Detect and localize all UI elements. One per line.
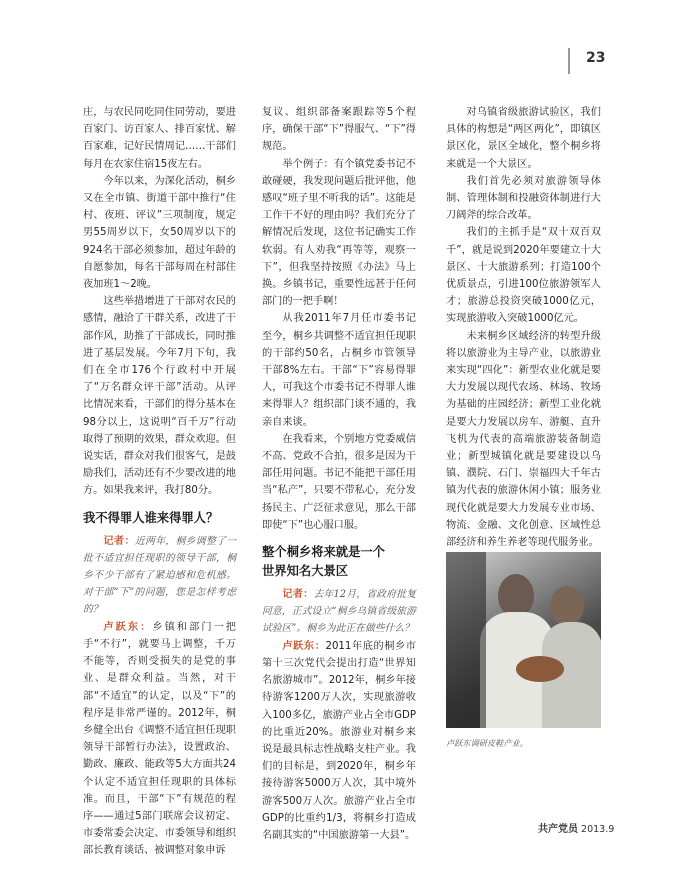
photo-caption: 卢跃东调研皮鞋产业。 — [446, 738, 528, 748]
photo — [446, 552, 601, 728]
column-1 — [83, 104, 236, 860]
reporter-label: 记者： — [103, 535, 135, 547]
answer — [262, 638, 416, 844]
paragraph: 我们的主抓手是“双十双百双千”，就是说到2020年要建立十大景区、十大旅游系列；打造100个优质景点，引进100位旅游领军人才；旅游总投资突破1000亿元，实现旅游收入突破1000亿元。 — [446, 227, 601, 325]
answer-text: 乡镇和部门一把手“不行”，就要马上调整，千万不能等，否则受损失的是党的事业、是群众利益。当然，对干部“不适宜”的认定，以及“下”的程序是非常严谨的。2012年，桐乡健全出台《调整不适宜担任现职领导干部暂行办法》，设置政治、勤政、廉政、能政等5大方面共24个认定不适宜担任现职的具体标准。而且，干部“下”有规范的程序——通过5部门联席会议初定、市委常委会决定、市委领导和组织部长教育谈话、被调整对象申诉 — [83, 621, 236, 857]
paragraph: 我们首先必须对旅游领导体制、管理体制和投融资体制进行大刀阔斧的综合改革。 — [446, 175, 601, 222]
magazine-brand — [538, 820, 614, 835]
section-heading — [262, 543, 416, 581]
paragraph: 举个例子：有个镇党委书记不敢碰硬，我发现问题后批评他，他感叹“班子里不听我的话”。这能是工作干不好的理由吗？我们充分了解情况后发现，这位书记确实工作软弱。有人劝我“再等等，观察一下”，但我坚持按照《办法》马上换。乡镇书记，重要性远甚于任何部门的一把手啊！ — [262, 158, 416, 308]
reporter-label: 记者： — [282, 589, 314, 601]
heading-line-2: 世界知名大景区 — [262, 564, 349, 579]
paragraph: 从我2011年7月任市委书记至今，桐乡共调整不适宜担任现职的干部约50名，占桐乡市管领导干部8%左右。干部“下”容易得罪人，可我这个市委书记不得罪人谁来得罪人？组织部门谈不通的，我亲自来谈。 — [262, 313, 416, 428]
paragraph: 未来桐乡区域经济的转型升级将以旅游业为主导产业，以旅游业来实现“四化”：新型农业化就是要大力发展以现代农场、林场、牧场为基础的庄园经济；新型工业化就是要大力发展以房车、游艇、直升飞机为代表的高端旅游装备制造业；新型城镇化就是要建设以乌镇、濮院、石门、崇福四大千年古镇为代表的旅游休闲小镇；服务业现代化就是要大力发展专业市场、物流、金融、文化创意、区域性总部经济和养生养老等现代服务业。 — [446, 330, 601, 549]
paragraph: 庄，与农民同吃同住同劳动，要进百家门、访百家人、排百家忧、解百家难，记好民情周记……干部们每月在农家住宿15夜左右。 — [83, 107, 236, 170]
question — [262, 586, 416, 638]
question-text: 去年12月，省政府批复同意，正式设立“桐乡乌镇省级旅游试验区”。桐乡为此正在做些什么？ — [262, 589, 417, 635]
column-2 — [262, 104, 416, 844]
speaker-label: 卢跃东： — [282, 640, 326, 652]
paragraph: 对乌镇省级旅游试验区，我们具体的构想是“两区两化”，即镇区景区化，景区全域化，整个桐乡将来就是一个大景区。 — [446, 107, 601, 170]
section-heading: 我不得罪人谁来得罪人？ — [83, 510, 219, 525]
column-3 — [446, 104, 601, 551]
page-number-divider — [568, 48, 570, 74]
paragraph: 这些举措增进了干部对农民的感情，融洽了干群关系，改进了干部作风，助推了干部成长，同时推进了基层发展。今年7月下旬，我们在全市176个行政村中开展了“万名群众评干部”活动。从评比情况来看，干部们的得分基本在98分以上，这说明“百千万”行动取得了预期的效果，群众欢迎。但说实话，群众对我们很客气，是鼓励我们，活动还有不少要改进的地方。如果我来评，我打80分。 — [83, 296, 236, 497]
speaker-label: 卢跃东： — [103, 621, 153, 633]
question — [83, 533, 236, 619]
question-text: 近两年，桐乡调整了一批不适宜担任现职的领导干部，桐乡不少干部有了紧迫感和危机感。对干部“下”的问题，您是怎样考虑的？ — [83, 535, 237, 616]
answer-text: 2011年底的桐乡市第十三次党代会提出打造“世界知名旅游城市”。2012年，桐乡年接待游客1200万人次，实现旅游收入100多亿，旅游产业占全市GDP的比重近20%。旅游业对桐乡来说是最具标志性战略支柱产业。我们的目标是，到2020年，桐乡年接待游客5000万人次，其中境外游客500万人次。旅游产业占全市GDP的比重约1/3，将桐乡打造成名副其实的“中国旅游第一大县”。 — [262, 640, 416, 841]
heading-line-1: 整个桐乡将来就是一个 — [262, 545, 385, 560]
brand-logo: 共产党员 — [538, 824, 578, 835]
paragraph: 复议、组织部备案跟踪等5个程序，确保干部“下”得服气、“下”得规范。 — [262, 107, 416, 153]
page-number: 23 — [586, 50, 606, 66]
answer — [83, 619, 236, 860]
issue-number: 2013.9 — [581, 824, 615, 835]
paragraph: 今年以来，为深化活动，桐乡又在全市镇、街道干部中推行“住村、夜班、评议”三项制度，规定男55周岁以下，女50周岁以下的924名干部必须参加，超过年龄的自愿参加，每名干部每周在村部住夜加班1～2晚。 — [83, 175, 236, 291]
paragraph: 在我看来，个别地方党委威信不高、党政不合拍，很多是因为干部任用问题。书记不能把干部任用当“私产”，只要不带私心，充分发扬民主、广泛征求意见，那么干部即使“下”也心服口服。 — [262, 433, 416, 531]
